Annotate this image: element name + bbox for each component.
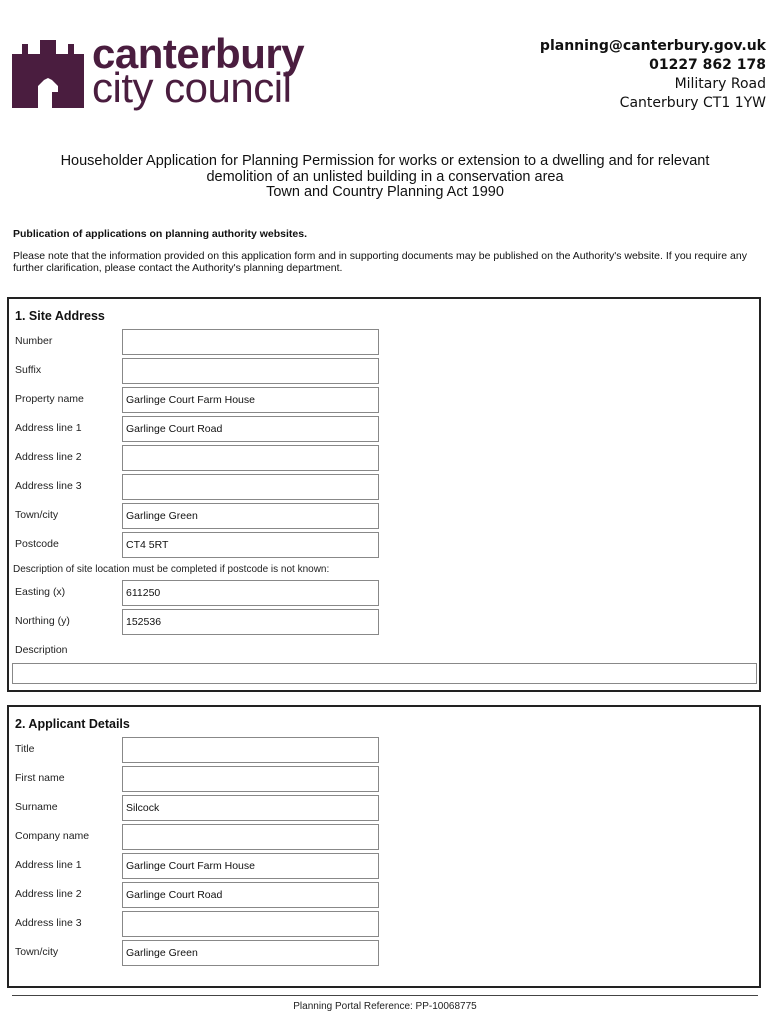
field-label: Address line 3 <box>15 480 82 492</box>
publication-text: Please note that the information provided on this application form and in supporting documents may be published on the Authority's website. If you require any further clarification, please contact the Authority's planning department. <box>13 250 747 274</box>
applicant-surname-input[interactable]: Silcock <box>122 795 379 821</box>
contact-block <box>540 37 766 113</box>
site-property-name-row <box>9 387 759 413</box>
footer-divider <box>12 995 758 996</box>
field-label: Surname <box>15 801 58 813</box>
form-title-line-2: demolition of an unlisted building in a conservation area <box>206 168 564 185</box>
site-location-note: Description of site location must be completed if postcode is not known: <box>13 564 330 575</box>
site-address-section <box>7 297 761 692</box>
logo-line-2: city council <box>92 64 292 111</box>
site-number-input[interactable] <box>122 329 379 355</box>
field-label: Postcode <box>15 538 59 550</box>
site-town-row <box>9 503 759 529</box>
site-number-row <box>9 329 759 355</box>
site-town-input[interactable]: Garlinge Green <box>122 503 379 529</box>
field-label: Address line 1 <box>15 422 82 434</box>
field-label: Address line 2 <box>15 888 82 900</box>
field-label: Address line 3 <box>15 917 82 929</box>
field-label: Northing (y) <box>15 615 70 627</box>
applicant-surname-row <box>9 795 759 821</box>
applicant-address-line-1-row <box>9 853 759 879</box>
applicant-town-row <box>9 940 759 966</box>
field-label: First name <box>15 772 65 784</box>
site-address-line-2-input[interactable] <box>122 445 379 471</box>
applicant-first-name-input[interactable] <box>122 766 379 792</box>
site-suffix-row <box>9 358 759 384</box>
logo-line-1: canterbury <box>92 30 305 77</box>
field-label: Town/city <box>15 946 59 958</box>
site-address-line-1-row <box>9 416 759 442</box>
planning-portal-reference: Planning Portal Reference: PP-10068775 <box>293 1001 477 1012</box>
site-suffix-input[interactable] <box>122 358 379 384</box>
form-title <box>20 154 750 201</box>
field-label: Easting (x) <box>15 586 66 598</box>
site-postcode-input[interactable]: CT4 5RT <box>122 532 379 558</box>
description-label: Description <box>15 644 68 656</box>
site-property-name-input[interactable]: Garlinge Court Farm House <box>122 387 379 413</box>
form-title-line-1: Householder Application for Planning Permission for works or extension to a dwelling and for relevant <box>60 153 710 169</box>
field-label: Property name <box>15 393 84 405</box>
site-postcode-row <box>9 532 759 558</box>
northing-input[interactable]: 152536 <box>122 609 379 635</box>
applicant-company-row <box>9 824 759 850</box>
field-label: Address line 1 <box>15 859 82 871</box>
applicant-address-line-2-input[interactable]: Garlinge Court Road <box>122 882 379 908</box>
site-address-line-3-row <box>9 474 759 500</box>
field-label: Address line 2 <box>15 451 82 463</box>
contact-email[interactable]: planning@canterbury.gov.uk <box>539 38 766 54</box>
applicant-title-input[interactable] <box>122 737 379 763</box>
form-title-line-3: Town and Country Planning Act 1990 <box>266 184 504 200</box>
applicant-town-input[interactable]: Garlinge Green <box>122 940 379 966</box>
description-input[interactable] <box>12 663 757 684</box>
northing-row <box>9 609 759 635</box>
site-address-title: 1. Site Address <box>15 309 105 323</box>
field-label: Number <box>15 335 53 347</box>
applicant-address-line-2-row <box>9 882 759 908</box>
contact-phone: 01227 862 178 <box>649 57 766 73</box>
contact-address-line-1: Military Road <box>674 76 766 92</box>
cathedral-logo-icon <box>12 40 84 108</box>
site-address-line-3-input[interactable] <box>122 474 379 500</box>
easting-input[interactable]: 611250 <box>122 580 379 606</box>
applicant-address-line-3-row <box>9 911 759 937</box>
applicant-address-line-1-input[interactable]: Garlinge Court Farm House <box>122 853 379 879</box>
field-label: Suffix <box>15 364 42 376</box>
council-logo <box>12 30 312 111</box>
publication-heading: Publication of applications on planning authority websites. <box>13 228 308 240</box>
applicant-details-title: 2. Applicant Details <box>15 717 130 731</box>
applicant-address-line-3-input[interactable] <box>122 911 379 937</box>
easting-row <box>9 580 759 606</box>
site-address-line-1-input[interactable]: Garlinge Court Road <box>122 416 379 442</box>
applicant-first-name-row <box>9 766 759 792</box>
applicant-company-input[interactable] <box>122 824 379 850</box>
applicant-details-section <box>7 705 761 988</box>
contact-address-line-2: Canterbury CT1 1YW <box>619 95 766 111</box>
field-label: Company name <box>15 830 90 842</box>
site-address-line-2-row <box>9 445 759 471</box>
applicant-title-row <box>9 737 759 763</box>
field-label: Town/city <box>15 509 59 521</box>
field-label: Title <box>15 743 35 755</box>
